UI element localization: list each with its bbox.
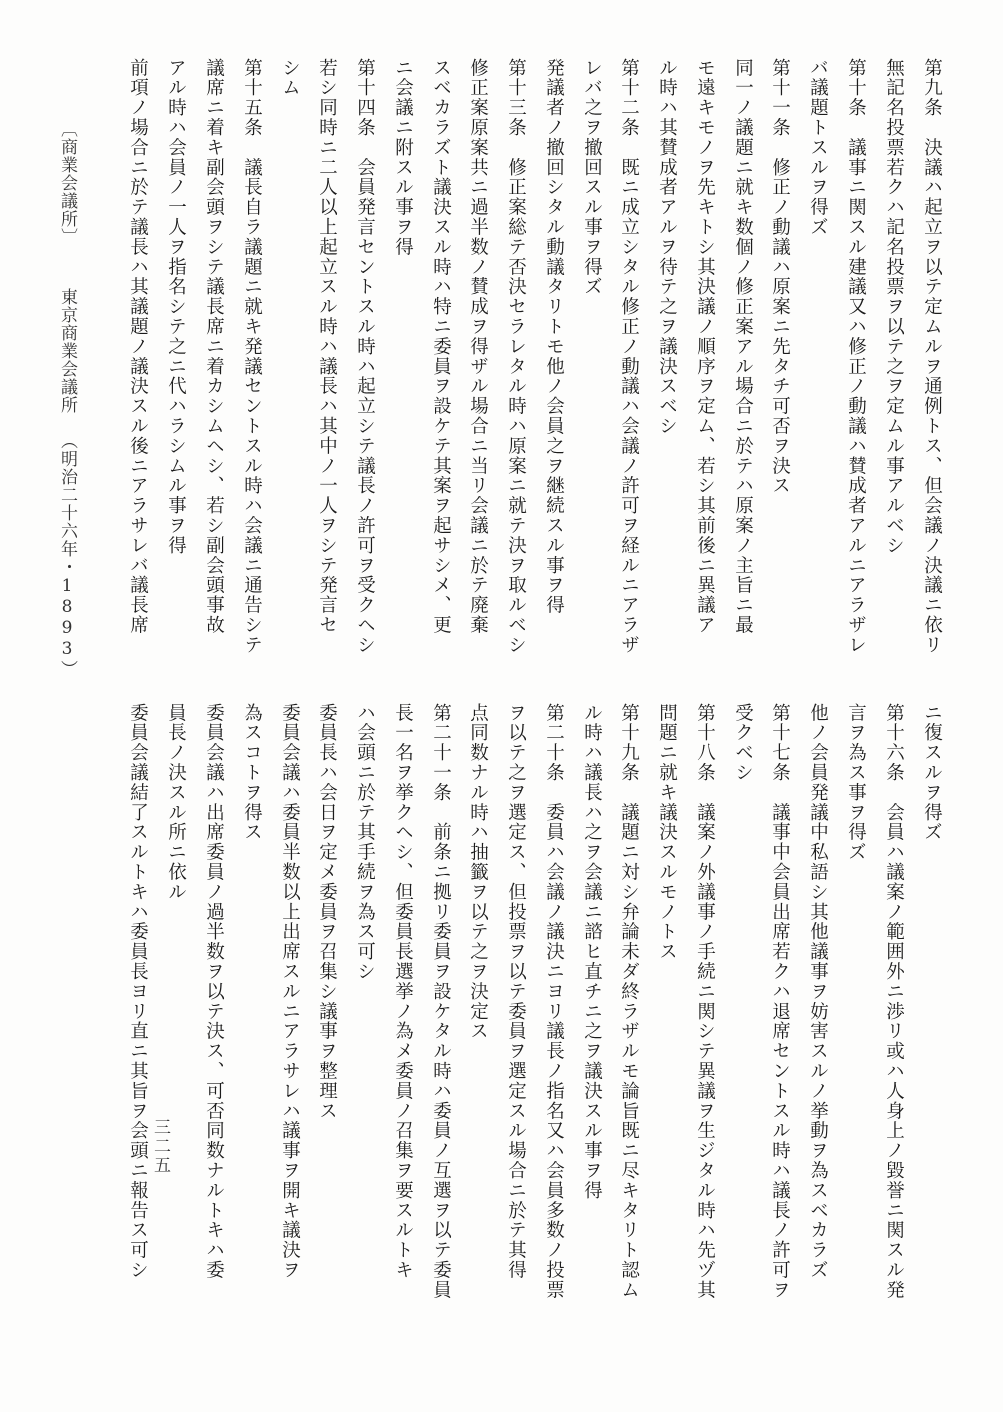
text-column: 問題ニ就キ議決スルモノトス <box>656 703 678 962</box>
text-column: 発議者ノ撤回シタル動議タリトモ他ノ会員之ヲ継続スル事ヲ得 <box>543 58 565 616</box>
text-column: 為スコトヲ得ス <box>241 703 263 843</box>
text-column: 第二十一条 前条ニ拠リ委員ヲ設ケタル時ハ委員ノ互選ヲ以テ委員 <box>430 703 452 1300</box>
text-column: 第十三条 修正案総テ否決セラレタル時ハ原案ニ就テ決ヲ取ルベシ <box>505 58 527 655</box>
text-column: アル時ハ会員ノ一人ヲ指名シテ之ニ代ハラシムル事ヲ得 <box>165 58 187 556</box>
text-column: 第九条 決議ハ起立ヲ以テ定ムルヲ通例トス、但会議ノ決議ニ依リ <box>921 58 943 655</box>
source-attribution <box>55 120 80 678</box>
text-column: 第十一条 修正ノ動議ハ原案ニ先タチ可否ヲ決ス <box>769 58 791 496</box>
text-column: 第十九条 議題ニ対シ弁論未ダ終ラザルモ論旨既ニ尽キタリト認ム <box>618 703 640 1300</box>
text-column: 委員会議結了スルトキハ委員長ヨリ直ニ其旨ヲ会頭ニ報告ス可シ <box>127 703 149 1281</box>
text-column: レバ之ヲ撤回スル事ヲ得ズ <box>581 58 603 297</box>
text-column: ル時ハ其賛成者アルヲ待テ之ヲ議決スベシ <box>656 58 678 437</box>
text-column: ニ復スルヲ得ズ <box>921 703 943 843</box>
text-column: 第十条 議事ニ関スル建議又ハ修正ノ動議ハ賛成者アルニアラザレ <box>845 58 867 655</box>
text-column: 第十七条 議事中会員出席若クハ退席セントスル時ハ議長ノ許可ヲ <box>769 703 791 1300</box>
text-column: バ議題トスルヲ得ズ <box>807 58 829 238</box>
text-column: ニ会議ニ附スル事ヲ得 <box>392 58 414 257</box>
source-date: （明治二十六年・1893） <box>57 432 77 678</box>
text-column: 前項ノ場合ニ於テ議長ハ其議題ノ議決スル後ニアラサレバ議長席 <box>127 58 149 636</box>
text-column: 修正案原案共ニ過半数ノ賛成ヲ得ザル場合ニ当リ会議ニ於テ廃棄 <box>467 58 489 636</box>
text-column: ル時ハ議長ハ之ヲ会議ニ諮ヒ直チニ之ヲ議決スル事ヲ得 <box>581 703 603 1201</box>
text-column: 員長ノ決スル所ニ依ル <box>165 703 187 902</box>
text-column: 委員会議ハ委員半数以上出席スルニアラサレハ議事ヲ開キ議決ヲ <box>279 703 301 1281</box>
text-column: 議席ニ着キ副会頭ヲシテ議長席ニ着カシムヘシ、若シ副会頭事故 <box>203 58 225 636</box>
text-column: 委員会議ハ出席委員ノ過半数ヲ以テ決ス、可否同数ナルトキハ委 <box>203 703 225 1281</box>
text-column: 長一名ヲ挙クヘシ、但委員長選挙ノ為メ委員ノ召集ヲ要スルトキ <box>392 703 414 1281</box>
text-column: 第十六条 会員ハ議案ノ範囲外ニ渉リ或ハ人身上ノ毀誉ニ関スル発 <box>883 703 905 1300</box>
text-column: シム <box>279 58 301 98</box>
text-column: 第十四条 会員発言セントスル時ハ起立シテ議長ノ許可ヲ受クヘシ <box>354 58 376 655</box>
text-column: 第十八条 議案ノ外議事ノ手続ニ関シテ異議ヲ生ジタル時ハ先ヅ其 <box>694 703 716 1300</box>
text-column: 無記名投票若クハ記名投票ヲ以テ之ヲ定ムル事アルベシ <box>883 58 905 556</box>
text-column: ハ会頭ニ於テ其手続ヲ為ス可シ <box>354 703 376 982</box>
text-column: ヲ以テ之ヲ選定ス、但投票ヲ以テ委員ヲ選定スル場合ニ於テ其得 <box>505 703 527 1281</box>
text-column: 受クベシ <box>732 703 754 783</box>
text-column: 他ノ会員発議中私語シ其他議事ヲ妨害スルノ挙動ヲ為スベカラズ <box>807 703 829 1281</box>
text-column: 第十五条 議長自ラ議題ニ就キ発議セントスル時ハ会議ニ通告シテ <box>241 58 263 655</box>
text-column: 第十二条 既ニ成立シタル修正ノ動議ハ会議ノ許可ヲ経ルニアラザ <box>618 58 640 655</box>
text-column: 第二十条 委員ハ会議ノ議決ニヨリ議長ノ指名又ハ会員多数ノ投票 <box>543 703 565 1300</box>
text-column: 若シ同時ニ二人以上起立スル時ハ議長ハ其中ノ一人ヲシテ発言セ <box>316 58 338 636</box>
source-category: 〔商業会議所〕 <box>57 120 77 246</box>
source-signature: 東京商業会議所 <box>57 288 77 414</box>
text-column: 同一ノ議題ニ就キ数個ノ修正案アル場合ニ於テハ原案ノ主旨ニ最 <box>732 58 754 636</box>
text-column: 委員長ハ会日ヲ定メ委員ヲ召集シ議事ヲ整理ス <box>316 703 338 1121</box>
text-column: 言ヲ為ス事ヲ得ズ <box>845 703 867 863</box>
page-number: 三二五 <box>150 1118 170 1175</box>
text-column: スベカラズト議決スル時ハ特ニ委員ヲ設ケテ其案ヲ起サシメ、更 <box>430 58 452 636</box>
text-column: 点同数ナル時ハ抽籤ヲ以テ之ヲ決定ス <box>467 703 489 1042</box>
text-column: モ遠キモノヲ先キトシ其決議ノ順序ヲ定ム、若シ其前後ニ異議ア <box>694 58 716 636</box>
